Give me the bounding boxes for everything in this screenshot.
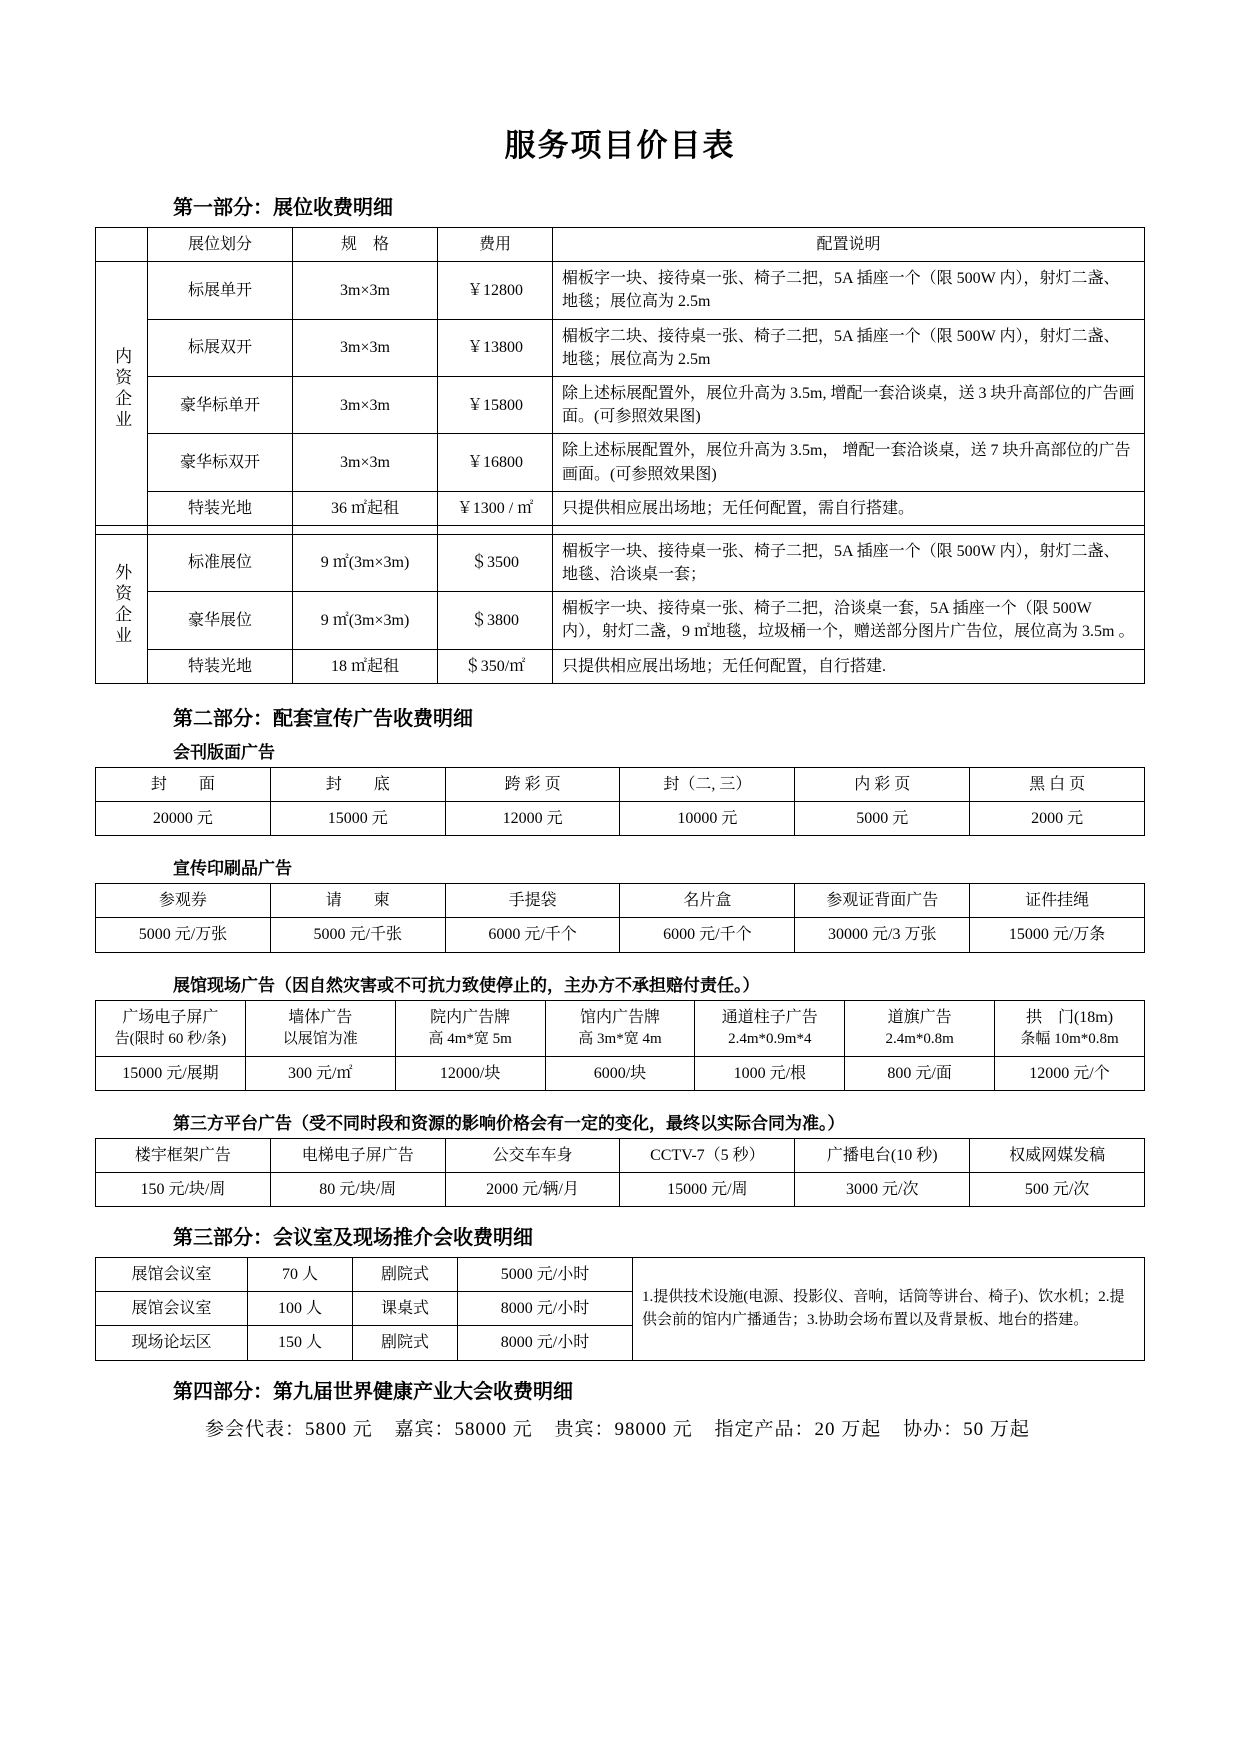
booth-spec: 3m×3m bbox=[293, 376, 438, 433]
booth-desc: 楣板字一块、接待桌一张、椅子二把，5A 插座一个（限 500W 内），射灯二盏、地毯；展位高为 2.5m bbox=[553, 262, 1145, 319]
booth-price: ￥15800 bbox=[438, 376, 553, 433]
cell-value: 3000 元/次 bbox=[795, 1172, 970, 1206]
booth-spec: 3m×3m bbox=[293, 319, 438, 376]
col-header: 封（二, 三） bbox=[620, 767, 795, 801]
table-row bbox=[96, 262, 1145, 319]
cell-value: 5000 元 bbox=[795, 802, 970, 836]
part4-item: 协办：50 万起 bbox=[903, 1418, 1030, 1440]
booth-desc: 楣板字二块、接待桌一张、椅子二把，5A 插座一个（限 500W 内），射灯二盏、地毯；展位高为 2.5m bbox=[553, 319, 1145, 376]
booth-spec: 9 ㎡(3m×3m) bbox=[293, 534, 438, 591]
cell-value: 5000 元/万张 bbox=[96, 918, 271, 952]
table-row bbox=[96, 918, 1145, 952]
room-price: 5000 元/小时 bbox=[458, 1258, 633, 1292]
booth-price: ＄3500 bbox=[438, 534, 553, 591]
spacer bbox=[95, 953, 1145, 971]
header-booth-type: 展位划分 bbox=[148, 228, 293, 262]
part4-item: 贵宾：98000 元 bbox=[554, 1418, 693, 1440]
booth-price: ＄3800 bbox=[438, 592, 553, 649]
room-layout: 课桌式 bbox=[353, 1292, 458, 1326]
header-blank bbox=[96, 228, 148, 262]
group-domestic-label: 内资企业 bbox=[112, 347, 132, 432]
part4-heading: 第四部分：第九届世界健康产业大会收费明细 bbox=[173, 1380, 573, 1403]
group-foreign bbox=[96, 534, 148, 683]
cell-value: 2000 元/辆/月 bbox=[445, 1172, 620, 1206]
cell-value: 6000/块 bbox=[545, 1056, 695, 1090]
table-row bbox=[96, 534, 1145, 591]
cell-value: 15000 元/展期 bbox=[96, 1056, 246, 1090]
booth-name: 标准展位 bbox=[148, 534, 293, 591]
booth-price: ＄350/㎡ bbox=[438, 649, 553, 683]
cell-value: 6000 元/千个 bbox=[445, 918, 620, 952]
part4-item: 嘉宾：58000 元 bbox=[394, 1418, 533, 1440]
spacer bbox=[95, 1207, 1145, 1221]
room-name: 展馆会议室 bbox=[96, 1258, 248, 1292]
cell-value: 800 元/面 bbox=[845, 1056, 995, 1090]
col-header-line1: 通道柱子广告 bbox=[721, 1008, 818, 1026]
cell-value: 500 元/次 bbox=[970, 1172, 1145, 1206]
part1-heading: 第一部分：展位收费明细 bbox=[173, 197, 393, 219]
col-header bbox=[995, 1000, 1145, 1056]
table-header-row bbox=[96, 1138, 1145, 1172]
part2-sub1: 会刊版面广告 bbox=[173, 742, 275, 762]
cell-value: 80 元/块/周 bbox=[270, 1172, 445, 1206]
group-foreign-label: 外资企业 bbox=[112, 562, 132, 647]
cell-value: 15000 元/周 bbox=[620, 1172, 795, 1206]
booth-spec: 18 ㎡起租 bbox=[293, 649, 438, 683]
booth-name: 豪华标单开 bbox=[148, 376, 293, 433]
col-header bbox=[545, 1000, 695, 1056]
room-capacity: 100 人 bbox=[248, 1292, 353, 1326]
col-header: 电梯电子屏广告 bbox=[270, 1138, 445, 1172]
col-header-line1: 拱 门(18m) bbox=[1025, 1008, 1114, 1026]
col-header: 参观证背面广告 bbox=[795, 884, 970, 918]
booth-desc: 除上述标展配置外，展位升高为 3.5m, 增配一套洽谈桌，送 3 块升高部位的广告画面。(可参照效果图) bbox=[553, 376, 1145, 433]
gap-cell bbox=[438, 525, 553, 534]
col-header: 内 彩 页 bbox=[795, 767, 970, 801]
spacer bbox=[95, 836, 1145, 854]
booth-spec: 3m×3m bbox=[293, 434, 438, 491]
third-party-ad-table bbox=[95, 1138, 1145, 1207]
part4-item: 参会代表：5800 元 bbox=[205, 1418, 373, 1440]
table-row bbox=[96, 434, 1145, 491]
col-header: 参观券 bbox=[96, 884, 271, 918]
booth-desc: 除上述标展配置外，展位升高为 3.5m， 增配一套洽谈桌，送 7 块升高部位的广告画面。(可参照效果图) bbox=[553, 434, 1145, 491]
col-header-line2: 2.4m*0.9m*4 bbox=[728, 1030, 812, 1047]
cell-value: 12000 元 bbox=[445, 802, 620, 836]
cell-value: 1000 元/根 bbox=[695, 1056, 845, 1090]
room-capacity: 150 人 bbox=[248, 1326, 353, 1360]
cell-value: 12000/块 bbox=[395, 1056, 545, 1090]
booth-price: ￥16800 bbox=[438, 434, 553, 491]
col-header-line1: 广场电子屏广 bbox=[122, 1008, 219, 1026]
col-header: 公交车车身 bbox=[445, 1138, 620, 1172]
booth-desc: 只提供相应展出场地；无任何配置，需自行搭建。 bbox=[553, 491, 1145, 525]
table-row bbox=[96, 1172, 1145, 1206]
col-header: 手提袋 bbox=[445, 884, 620, 918]
table-row bbox=[96, 1258, 1145, 1292]
col-header: 黑 白 页 bbox=[970, 767, 1145, 801]
col-header: 请 柬 bbox=[270, 884, 445, 918]
col-header: CCTV-7（5 秒） bbox=[620, 1138, 795, 1172]
part2-sub4: 第三方平台广告（受不同时段和资源的影响价格会有一定的变化，最终以实际合同为准。） bbox=[173, 1113, 845, 1133]
booth-name: 豪华标双开 bbox=[148, 434, 293, 491]
room-price: 8000 元/小时 bbox=[458, 1326, 633, 1360]
table-header-row bbox=[96, 767, 1145, 801]
page-title: 服务项目价目表 bbox=[504, 128, 736, 163]
booth-price: ￥1300 / ㎡ bbox=[438, 491, 553, 525]
cell-value: 2000 元 bbox=[970, 802, 1145, 836]
booth-name: 特装光地 bbox=[148, 649, 293, 683]
col-header: 封 面 bbox=[96, 767, 271, 801]
col-header bbox=[245, 1000, 395, 1056]
col-header: 楼宇框架广告 bbox=[96, 1138, 271, 1172]
gap-cell bbox=[553, 525, 1145, 534]
table-header-row bbox=[96, 1000, 1145, 1056]
gap-cell bbox=[148, 525, 293, 534]
col-header-line1: 墙体广告 bbox=[288, 1008, 353, 1026]
table-header-row bbox=[96, 228, 1145, 262]
part4-item: 指定产品：20 万起 bbox=[714, 1418, 882, 1440]
table-row bbox=[96, 376, 1145, 433]
venue-ad-table bbox=[95, 1000, 1145, 1091]
col-header-line2: 高 3m*宽 4m bbox=[578, 1030, 662, 1047]
cell-value: 15000 元 bbox=[270, 802, 445, 836]
table-row bbox=[96, 491, 1145, 525]
booth-desc: 只提供相应展出场地；无任何配置，自行搭建. bbox=[553, 649, 1145, 683]
col-header-line1: 馆内广告牌 bbox=[579, 1008, 660, 1026]
spacer bbox=[95, 1361, 1145, 1375]
gap-cell bbox=[293, 525, 438, 534]
group-domestic bbox=[96, 262, 148, 526]
table-row bbox=[96, 802, 1145, 836]
cell-value: 30000 元/3 万张 bbox=[795, 918, 970, 952]
cell-value: 12000 元/个 bbox=[995, 1056, 1145, 1090]
booth-price: ￥13800 bbox=[438, 319, 553, 376]
booth-spec: 36 ㎡起租 bbox=[293, 491, 438, 525]
room-price: 8000 元/小时 bbox=[458, 1292, 633, 1326]
col-header-line2: 告(限时 60 秒/条) bbox=[114, 1030, 227, 1047]
booth-spec: 3m×3m bbox=[293, 262, 438, 319]
col-header bbox=[845, 1000, 995, 1056]
spacer bbox=[95, 684, 1145, 702]
cell-value: 5000 元/千张 bbox=[270, 918, 445, 952]
booth-name: 特装光地 bbox=[148, 491, 293, 525]
table-header-row bbox=[96, 884, 1145, 918]
col-header bbox=[96, 1000, 246, 1056]
booth-desc: 楣板字一块、接待桌一张、椅子二把，洽谈桌一套，5A 插座一个（限 500W 内），射灯二盏，9 ㎡地毯，垃圾桶一个，赠送部分图片广告位，展位高为 3.5m 。 bbox=[553, 592, 1145, 649]
booth-price: ￥12800 bbox=[438, 262, 553, 319]
header-desc: 配置说明 bbox=[553, 228, 1145, 262]
journal-ad-table bbox=[95, 767, 1145, 836]
part4-items bbox=[95, 1414, 1145, 1441]
part2-sub2: 宣传印刷品广告 bbox=[173, 859, 292, 879]
col-header bbox=[395, 1000, 545, 1056]
col-header-line2: 条幅 10m*0.8m bbox=[1020, 1030, 1119, 1047]
booth-price-table bbox=[95, 227, 1145, 684]
spacer bbox=[95, 1091, 1145, 1109]
cell-value: 20000 元 bbox=[96, 802, 271, 836]
col-header: 证件挂绳 bbox=[970, 884, 1145, 918]
col-header: 封 底 bbox=[270, 767, 445, 801]
col-header: 名片盒 bbox=[620, 884, 795, 918]
booth-name: 标展双开 bbox=[148, 319, 293, 376]
booth-spec: 9 ㎡(3m×3m) bbox=[293, 592, 438, 649]
col-header: 广播电台(10 秒) bbox=[795, 1138, 970, 1172]
room-name: 展馆会议室 bbox=[96, 1292, 248, 1326]
room-layout: 剧院式 bbox=[353, 1326, 458, 1360]
part2-sub3: 展馆现场广告（因自然灾害或不可抗力致使停止的，主办方不承担赔付责任。） bbox=[173, 975, 760, 995]
table-row bbox=[96, 649, 1145, 683]
table-row bbox=[96, 1056, 1145, 1090]
table-row bbox=[96, 319, 1145, 376]
table-gap-row bbox=[96, 525, 1145, 534]
header-spec: 规 格 bbox=[293, 228, 438, 262]
part2-heading: 第二部分：配套宣传广告收费明细 bbox=[173, 707, 473, 730]
room-name: 现场论坛区 bbox=[96, 1326, 248, 1360]
col-header bbox=[695, 1000, 845, 1056]
col-header-line1: 道旗广告 bbox=[887, 1008, 952, 1026]
table-row bbox=[96, 592, 1145, 649]
cell-value: 300 元/㎡ bbox=[245, 1056, 395, 1090]
booth-name: 标展单开 bbox=[148, 262, 293, 319]
col-header: 权威网媒发稿 bbox=[970, 1138, 1145, 1172]
cell-value: 150 元/块/周 bbox=[96, 1172, 271, 1206]
booth-name: 豪华展位 bbox=[148, 592, 293, 649]
cell-value: 10000 元 bbox=[620, 802, 795, 836]
col-header-line2: 高 4m*宽 5m bbox=[428, 1030, 512, 1047]
col-header-line2: 以展馆为准 bbox=[282, 1030, 358, 1047]
room-capacity: 70 人 bbox=[248, 1258, 353, 1292]
meeting-note: 1.提供技术设施(电源、投影仪、音响，话筒等讲台、椅子)、饮水机；2.提供会前的馆内广播通告；3.协助会场布置以及背景板、地台的搭建。 bbox=[633, 1258, 1145, 1361]
room-layout: 剧院式 bbox=[353, 1258, 458, 1292]
cell-value: 6000 元/千个 bbox=[620, 918, 795, 952]
header-price: 费用 bbox=[438, 228, 553, 262]
col-header-line1: 院内广告牌 bbox=[430, 1008, 511, 1026]
gap-cell bbox=[96, 525, 148, 534]
col-header-line2: 2.4m*0.8m bbox=[885, 1030, 954, 1047]
cell-value: 15000 元/万条 bbox=[970, 918, 1145, 952]
booth-desc: 楣板字一块、接待桌一张、椅子二把，5A 插座一个（限 500W 内），射灯二盏、地毯、洽谈桌一套； bbox=[553, 534, 1145, 591]
meeting-room-table bbox=[95, 1257, 1145, 1361]
printed-ad-table bbox=[95, 883, 1145, 952]
part3-heading: 第三部分：会议室及现场推介会收费明细 bbox=[173, 1227, 533, 1250]
col-header: 跨 彩 页 bbox=[445, 767, 620, 801]
